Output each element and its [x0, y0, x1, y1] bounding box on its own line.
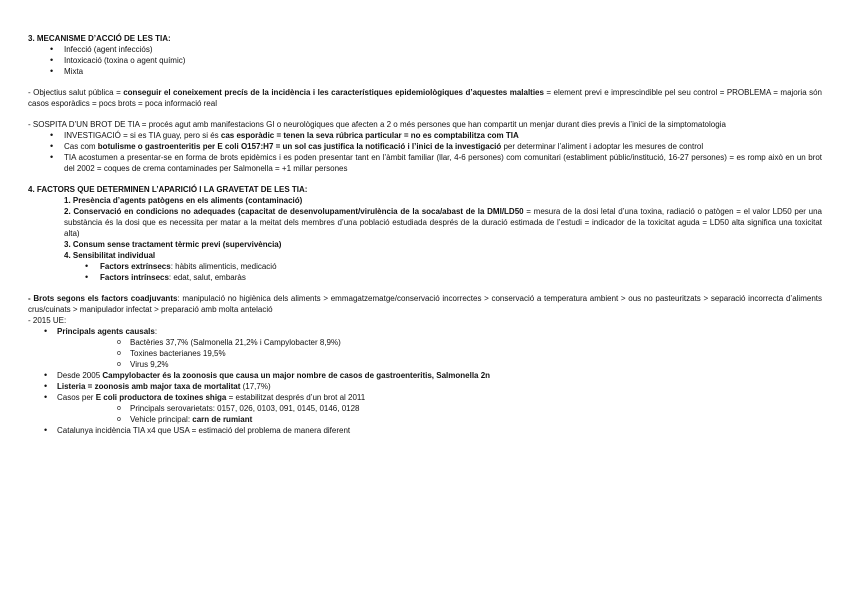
ecoli-sublist — [57, 403, 822, 425]
factors-list — [28, 195, 822, 261]
list-item: • Intoxicació (toxina o agent químic) — [28, 55, 822, 66]
list-item: • INVESTIGACIÓ = si es TIA guay, pero si és cas esporàdic = tenen la seva rúbrica particular = no es comptabilitza com TIA — [28, 130, 822, 141]
list-item: o Toxines bacterianes 19,5% — [57, 348, 822, 359]
list-item: 1. Presència d’agents patògens en els aliments (contaminació) — [64, 196, 303, 205]
list-item: • TIA acostumen a presentar-se en forma de brots epidèmics i es poden presentar tant en l’àmbit familiar (llar, 4-6 persones) com comunitari (establiment públic/institució, 16-27 persones) = es romp això en un brot del 2002 = coques de crema contaminades per Salmonella = +1 millar persones — [28, 152, 822, 174]
list-item: • Cas com botulisme o gastroenteritis per E coli O157:H7 = un sol cas justifica la notificació i l’inici de la investigació per determinar l’aliment i adoptar les mesures de control — [28, 141, 822, 152]
list-item: o Principals serovarietats: 0157, 026, 0103, 091, 0145, 0146, 0128 — [57, 403, 822, 414]
list-item: • Listeria = zoonosis amb major taxa de mortalitat (17,7%) — [28, 381, 822, 392]
sensibilitat-list — [28, 261, 822, 283]
sospita-list — [28, 130, 822, 174]
list-item: • Factors intrínsecs: edat, salut, embaràs — [28, 272, 822, 283]
ue-list — [28, 326, 822, 436]
section-4-title: 4. FACTORS QUE DETERMINEN L’APARICIÓ I LA GRAVETAT DE LES TIA: — [28, 185, 308, 194]
list-item: 4. Sensibilitat individual — [64, 251, 156, 260]
ue-title: - 2015 UE: — [28, 316, 67, 325]
list-item: 3. Consum sense tractament tèrmic previ (supervivència) — [64, 240, 282, 249]
list-item: 2. Conservació en condicions no adequades (capacitat de desenvolupament/virulència de la soca/abast de la DMI/LD50 = mesura de la dosi letal d’una toxina, radiació o patògen = el valor LD50 per una substància és la dosi que es necessita per matar a la meitat dels membres d’una població estudiada després de la duració estimada de l’estudi = indicador de la toxicitat aguda = LD50 alta significa una toxicitat alta) — [64, 207, 822, 238]
list-item: • Desde 2005 Campylobacter és la zoonosis que causa un major nombre de casos de gastroenteritis, Salmonella 2n — [28, 370, 822, 381]
list-item: o Virus 9,2% — [57, 359, 822, 370]
list-item: • Factors extrínsecs: hàbits alimenticis, medicació — [28, 261, 822, 272]
agents-sublist — [57, 337, 822, 370]
list-item: o Bactèries 37,7% (Salmonella 21,2% i Campylobacter 8,9%) — [57, 337, 822, 348]
mechanism-list — [28, 44, 822, 77]
paragraph-sospita: - SOSPITA D’UN BROT DE TIA = procés agut amb manifestacions GI o neurològiques que afecten a 2 o més persones que han compartit un menjar durant dies previs a l’inici de la simptomatologia — [28, 120, 726, 129]
paragraph-objectius: - Objectius salut pública = conseguir el coneixement precís de la incidència i les característiques epidemiològiques d’aquestes malalties = element previ e imprescindible pel seu control = PROBLEMA = majoria són casos esporàdics = pocs brots = poca informació real — [28, 88, 823, 108]
list-item: • Catalunya incidència TIA x4 que USA = estimació del problema de manera diferent — [28, 425, 822, 436]
list-item: • Casos per E coli productora de toxines shiga = estabilitzat després d’un brot al 2011 o Principals serovarietats: 0157, 026, 0103, 091, 0145, 0146, 0128 o Vehicle principal: carn de rumiant — [28, 392, 822, 425]
list-item: • Infecció (agent infecciós) — [28, 44, 822, 55]
list-item: • Principals agents causals: o Bactèries 37,7% (Salmonella 21,2% i Campylobacter 8,9%) o Toxines bacterianes 19,5% o Virus 9,2% — [28, 326, 822, 370]
list-item: o Vehicle principal: carn de rumiant — [57, 414, 822, 425]
list-item: • Mixta — [28, 66, 822, 77]
paragraph-brots: - Brots segons els factors coadjuvants: manipulació no higiènica dels aliments > emmagatzematge/conservació incorrectes > conservació a temperatura ambient > ous no pasteuritzats > separació incorrecta d’aliments crus/cuinats > manipulador infectat > preparació amb molta antelació — [28, 294, 822, 314]
section-3-title: 3. MECANISME D’ACCIÓ DE LES TIA: — [28, 34, 171, 43]
